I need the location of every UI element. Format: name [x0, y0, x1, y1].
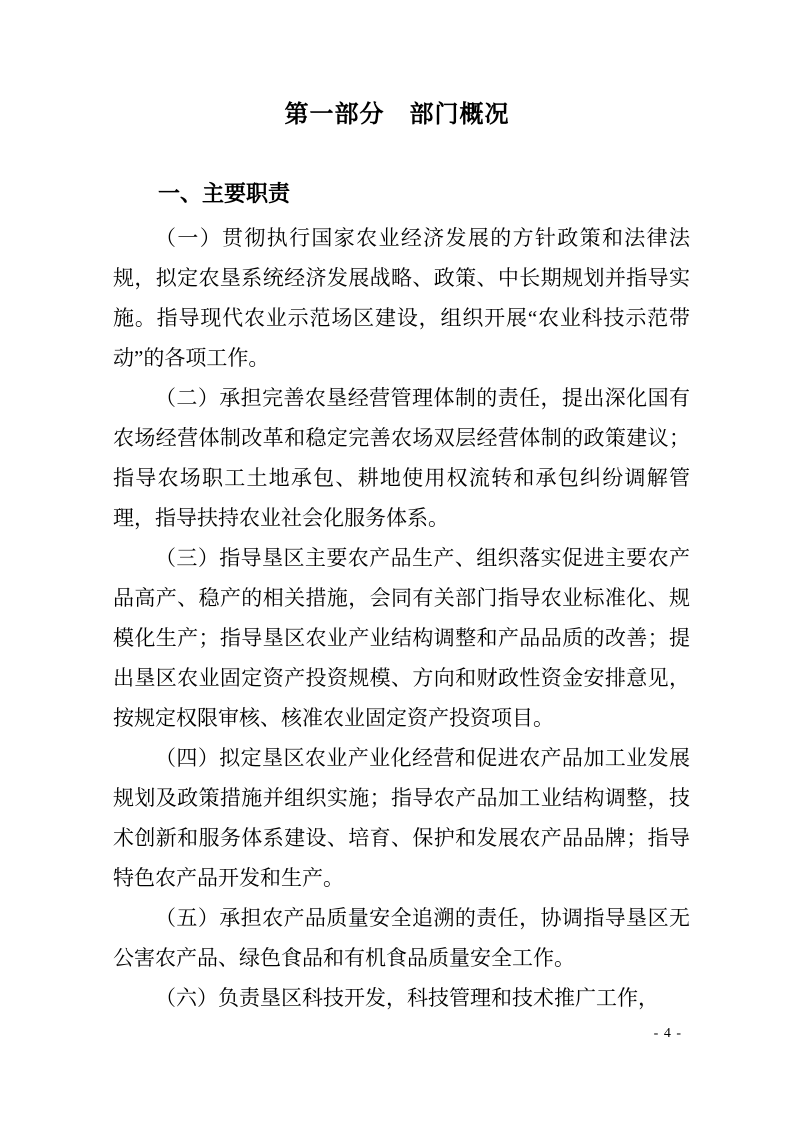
- section-heading: 一、主要职责: [158, 181, 291, 206]
- body-paragraph: （二）承担完善农垦经营管理体制的责任，提出深化国有农场经营体制改革和稳定完善农场双层经营体制的政策建议；指导农场职工土地承包、耕地使用权流转和承包纠纷调解管理，指导扶持农业社会化服务体系。: [113, 386, 690, 530]
- body-paragraph: （三）指导垦区主要农产品生产、组织落实促进主要农产品高产、稳产的相关措施，会同有关部门指导农业标准化、规模化生产；指导垦区农业产业结构调整和产品品质的改善；提出垦区农业固定资产投资规模、方向和财政性资金安排意见，按规定权限审核、核准农业固定资产投资项目。: [113, 546, 690, 730]
- body-text: [113, 218, 690, 1018]
- page-number: - 4 -: [653, 1026, 682, 1041]
- body-paragraph: （四）拟定垦区农业产业化经营和促进农产品加工业发展规划及政策措施并组织实施；指导农产品加工业结构调整，技术创新和服务体系建设、培育、保护和发展农产品品牌；指导特色农产品开发和生产。: [113, 746, 690, 890]
- page-title: 第一部分 部门概况: [284, 101, 510, 128]
- body-paragraph: （六）负责垦区科技开发，科技管理和技术推广工作，: [155, 986, 659, 1010]
- body-paragraph: （五）承担农产品质量安全追溯的责任，协调指导垦区无公害农产品、绿色食品和有机食品质量安全工作。: [113, 906, 690, 970]
- body-paragraph: （一）贯彻执行国家农业经济发展的方针政策和法律法规，拟定农垦系统经济发展战略、政策、中长期规划并指导实施。指导现代农业示范场区建设，组织开展“农业科技示范带动”的各项工作。: [113, 226, 690, 370]
